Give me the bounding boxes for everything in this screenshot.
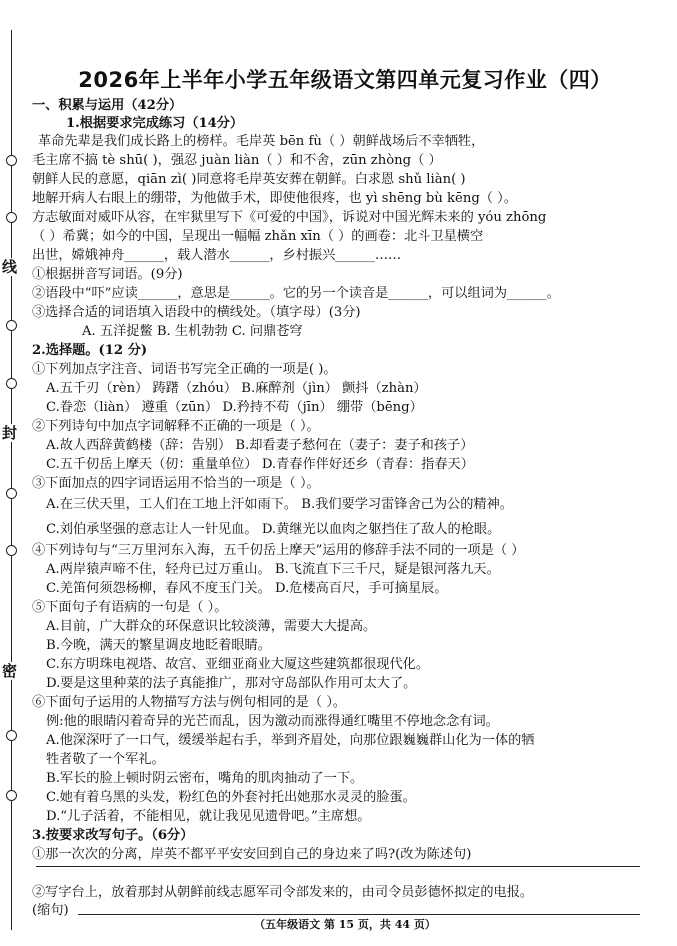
binding-hole <box>6 378 17 389</box>
text-line: ⑤下面句子有语病的一句是（ ）。 <box>32 600 228 615</box>
text-line: 一、积累与运用（42分） <box>32 98 183 113</box>
text-line: B.今晚，满天的繁星调皮地眨着眼睛。 <box>46 638 271 653</box>
text-line: A.在三伏天里，工人们在工地上汗如雨下。 B.我们要学习雷锋舍己为公的精神。 <box>46 497 513 512</box>
binding-hole <box>6 320 17 331</box>
binding-hole <box>6 212 17 223</box>
text-line: A.他深深吁了一口气，缓缓举起右手，举到齐眉处，向那位跟巍巍群山化为一体的牺 <box>46 733 535 748</box>
text-line: ⑥下面句子运用的人物描写方法与例句相同的是（ ）。 <box>32 695 347 710</box>
text-line: 革命先辈是我们成长路上的榜样。毛岸英 bēn fù（ ）朝鲜战场后不幸牺牲， <box>38 134 485 149</box>
text-line: 2.选择题。(12 分) <box>32 343 148 358</box>
page-title: 2026年上半年小学五年级语文第四单元复习作业（四） <box>78 68 612 92</box>
page-footer: （五年级语文 第 15 页，共 44 页） <box>254 918 436 931</box>
text-line: D.“儿子活着，不能相见，就让我见见遗骨吧。”主席想。 <box>46 809 371 824</box>
text-line: ①根据拼音写词语。(9分) <box>32 267 183 282</box>
binding-hole <box>6 790 17 801</box>
text-line: A.五千刃（rèn） 踌躇（zhóu） B.麻醉剂（jìn） 颤抖（zhàn） <box>46 381 427 396</box>
binding-hole <box>6 545 17 556</box>
text-line: 方志敏面对威吓从容，在牢狱里写下《可爱的中国》，诉说对中国光辉未来的 yóu zhōng <box>32 210 547 225</box>
binding-char-feng: 封 <box>2 424 18 442</box>
binding-char-mi: 密 <box>2 662 18 680</box>
text-line: 例:他的眼睛闪着奇异的光芒而乱，因为激动而涨得通红嘴里不停地念念有词。 <box>46 714 499 729</box>
text-line: 朝鲜人民的意愿，qiān zì( )同意将毛岸英安葬在朝鲜。白求恩 shǔ liàn( ) <box>32 172 466 187</box>
answer-line-2[interactable] <box>78 914 640 915</box>
text-line: ②语段中“吓”应读______，意思是______。它的另一个读音是______，可以组词为______。 <box>32 286 560 301</box>
text-line: 毛主席不搞 tè shū( )，强忍 juàn liàn（ ）和不舍，zūn zhòng（ ） <box>32 153 442 168</box>
binding-char-xian: 线 <box>2 258 18 276</box>
text-line: ②写字台上，放着那封从朝鲜前线志愿军司令部发来的，由司令员彭德怀拟定的电报。 <box>32 885 534 900</box>
text-line: ③选择合适的词语填入语段中的横线处。（填字母）(3分) <box>32 305 361 320</box>
text-line: A. 五洋捉鳖 B. 生机勃勃 C. 问鼎苍穹 <box>82 324 303 339</box>
binding-hole <box>6 155 17 166</box>
text-line: （ ）希冀；如今的中国，呈现出一幅幅 zhǎn xīn（ ）的画卷：北斗卫星横空 <box>32 229 484 244</box>
text-line: D.要是这里种菜的法子真能推广，那对守岛部队作用可太大了。 <box>46 676 417 691</box>
text-line: 出世，嫦娥神舟______，载人潜水______，乡村振兴______…… <box>32 248 402 263</box>
text-line: 1.根据要求完成练习（14分） <box>66 116 244 131</box>
text-line: C.羌笛何须怨杨柳，春风不度玉门关。 D.危楼高百尺，手可摘星辰。 <box>46 581 448 596</box>
text-line: A.故人西辞黄鹤楼（辞：告别） B.却看妻子愁何在（妻子：妻子和孩子） <box>46 438 474 453</box>
text-line: 3.按要求改写句子。（6分） <box>32 828 194 843</box>
text-line: C.五千仞岳上摩天（仞：重量单位） D.青春作伴好还乡（青春：指春天） <box>46 457 474 472</box>
binding-hole <box>6 488 17 499</box>
text-line: ④下列诗句与“三万里河东入海，五千仞岳上摩天”运用的修辞手法不同的一项是（ ） <box>32 543 525 558</box>
text-line: B.军长的脸上顿时阴云密布，嘴角的肌肉抽动了一下。 <box>46 771 364 786</box>
text-line: ③下面加点的四字词语运用不恰当的一项是（ ）。 <box>32 476 320 491</box>
text-line: (缩句) <box>32 903 69 918</box>
answer-line-1[interactable] <box>36 866 640 867</box>
text-line: A.两岸猿声啼不住，轻舟已过万重山。 B.飞流直下三千尺，疑是银河落九天。 <box>46 562 500 577</box>
text-line: C.眷恋（liàn） 遵重（zūn） D.矜持不苟（jīn） 绷带（bēng） <box>46 400 423 415</box>
text-line: 地解开病人右眼上的绷带，为他做手术，即使他很疼，也 yì shēng bù kēng（ ）。 <box>32 191 517 206</box>
text-line: C.她有着乌黑的头发，粉红色的外套衬托出她那水灵灵的脸蛋。 <box>46 790 416 805</box>
binding-hole <box>6 730 17 741</box>
text-line: C.东方明珠电视塔、故宫、亚细亚商业大厦这些建筑都很现代化。 <box>46 657 430 672</box>
text-line: A.目前，广大群众的环保意识比较淡薄，需要大大提高。 <box>46 619 377 634</box>
text-line: ①下列加点字注音、词语书写完全正确的一项是( )。 <box>32 362 337 377</box>
binding-margin <box>0 0 40 946</box>
text-line: 牲者敬了一个军礼。 <box>46 752 165 767</box>
text-line: ②下列诗句中加点字词解释不正确的一项是（ ）。 <box>32 419 320 434</box>
text-line: ①那一次次的分离，岸英不都平平安安回到自己的身边来了吗?(改为陈述句) <box>32 847 472 862</box>
text-line: C.刘伯承坚强的意志让人一针见血。 D.黄继光以血肉之躯挡住了敌人的枪眼。 <box>46 522 501 537</box>
